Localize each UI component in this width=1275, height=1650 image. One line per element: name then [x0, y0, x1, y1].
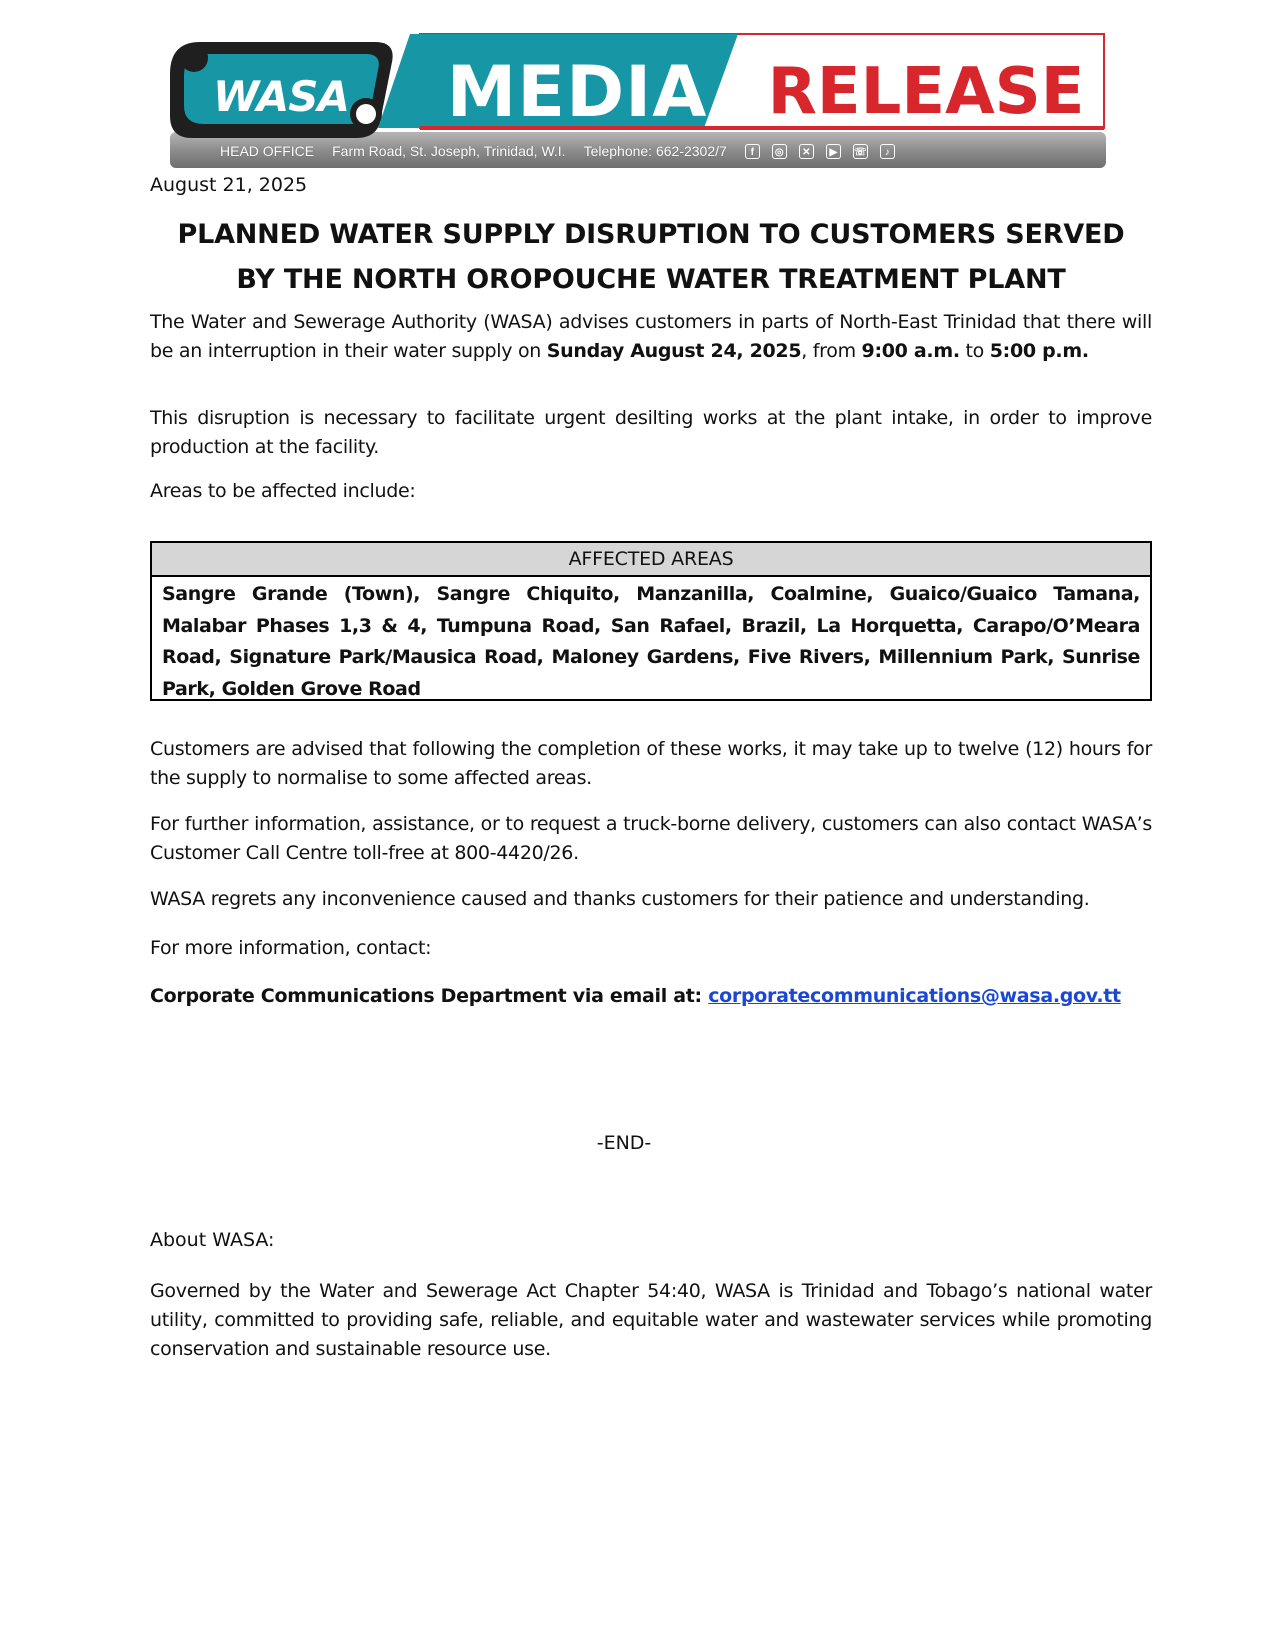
paragraph-intro-text: The Water and Sewerage Authority (WASA) advises customers in parts of North-East Trinidad that there will be an interruption in their water supply on — [150, 311, 1152, 362]
whatsapp-icon[interactable]: ☏ — [853, 144, 868, 159]
media-label: MEDIA — [446, 51, 708, 133]
youtube-icon[interactable]: ▶ — [826, 144, 841, 159]
media-release-banner — [170, 32, 1106, 170]
paragraph-text-to: to — [959, 340, 990, 362]
head-office-address: Farm Road, St. Joseph, Trinidad, W.I. — [332, 143, 566, 159]
end-time: 5:00 p.m. — [989, 340, 1089, 362]
paragraph-areas-intro: Areas to be affected include: — [150, 480, 416, 502]
release-label: RELEASE — [767, 55, 1085, 129]
title-line-1: PLANNED WATER SUPPLY DISRUPTION TO CUSTOMERS SERVED — [177, 219, 1125, 250]
head-office-telephone: Telephone: 662-2302/7 — [583, 143, 727, 159]
paragraph-normalise: Customers are advised that following the completion of these works, it may take up to twelve (12) hours for the supply to normalise to some affected areas. — [150, 738, 1152, 789]
instagram-icon[interactable]: ◎ — [772, 144, 787, 159]
contact-line — [150, 982, 1152, 1011]
paragraph-text-from: , from — [801, 340, 862, 362]
wasa-logo-text: WASA — [212, 72, 350, 121]
paragraph-call-centre: For further information, assistance, or to request a truck-borne delivery, customers can also contact WASA’s Customer Call Centre toll-free at 800-4420/26. — [150, 813, 1152, 864]
end-marker: -END- — [596, 1132, 652, 1154]
x-icon[interactable]: ✕ — [799, 144, 814, 159]
about-heading: About WASA: — [150, 1229, 275, 1251]
contact-strip — [170, 136, 1106, 166]
disruption-date: Sunday August 24, 2025 — [546, 340, 802, 362]
contact-label: Corporate Communications Department via email at: — [150, 985, 709, 1007]
paragraph-reason: This disruption is necessary to facilitate urgent desilting works at the plant intake, in order to improve production at the facility. — [150, 407, 1152, 458]
paragraph-contact-intro: For more information, contact: — [150, 937, 432, 959]
facebook-icon[interactable]: f — [745, 144, 760, 159]
tiktok-icon[interactable]: ♪ — [880, 144, 895, 159]
affected-areas-list: Sangre Grande (Town), Sangre Chiquito, Manzanilla, Coalmine, Guaico/Guaico Tamana, Malabar Phases 1,3 & 4, Tumpuna Road, San Rafael, Brazil, La Horquetta, Carapo/O’Meara Road, Signature Park/Mausica Road, Maloney Gardens, Five Rivers, Millennium Park, Sunrise Park, Golden Grove Road — [162, 583, 1140, 700]
page-title — [140, 212, 1162, 302]
release-date: August 21, 2025 — [150, 174, 308, 196]
contact-email-link[interactable]: corporatecommunications@wasa.gov.tt — [708, 985, 1121, 1007]
about-text: Governed by the Water and Sewerage Act Chapter 54:40, WASA is Trinidad and Tobago’s national water utility, committed to providing safe, reliable, and equitable water and wastewater services while promoting conservation and sustainable resource use. — [150, 1280, 1152, 1360]
start-time: 9:00 a.m. — [861, 340, 960, 362]
paragraph-interruption — [150, 308, 1152, 366]
paragraph-regrets: WASA regrets any inconvenience caused and thanks customers for their patience and understanding. — [150, 888, 1090, 910]
affected-areas-table — [150, 541, 1152, 701]
affected-areas-header: AFFECTED AREAS — [152, 543, 1150, 577]
head-office-label: HEAD OFFICE — [220, 143, 315, 159]
title-line-2: BY THE NORTH OROPOUCHE WATER TREATMENT PLANT — [236, 264, 1066, 295]
